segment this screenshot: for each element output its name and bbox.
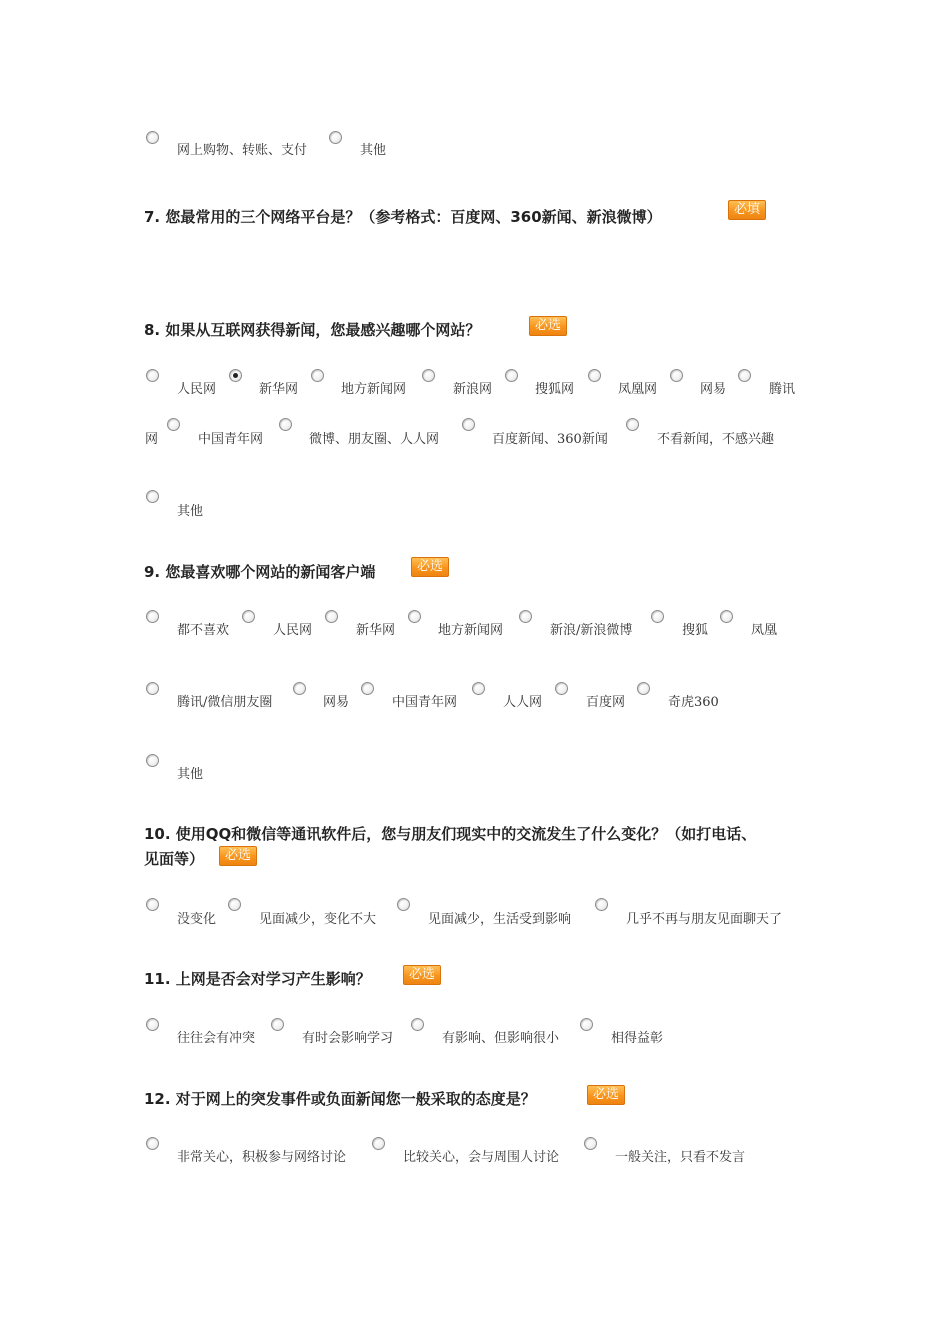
- required-badge: 必选: [411, 557, 449, 577]
- radio-q9-2[interactable]: [325, 610, 338, 623]
- option-label: 网易: [323, 695, 350, 710]
- option-label: 中国青年网: [392, 695, 458, 710]
- option-label: 人民网: [273, 623, 313, 638]
- option-label: 地方新闻网: [341, 382, 407, 397]
- radio-q12-1[interactable]: [372, 1137, 385, 1150]
- option-label: 搜狐: [682, 623, 709, 638]
- option-label: 百度网: [586, 695, 626, 710]
- required-badge: 必选: [587, 1085, 625, 1105]
- required-badge: 必填: [728, 200, 766, 220]
- option-label: 百度新闻、360新闻: [492, 432, 608, 447]
- question-title-cont: 见面等）: [144, 850, 205, 868]
- option-label: 比较关心，会与周围人讨论: [403, 1150, 560, 1165]
- option-label: 新华网: [259, 382, 299, 397]
- option-label: 几乎不再与朋友见面聊天了: [626, 912, 783, 927]
- question-title: 9. 您最喜欢哪个网站的新闻客户端: [144, 563, 376, 581]
- question-title: 7. 您最常用的三个网络平台是？（参考格式：百度网、360新闻、新浪微博）: [144, 208, 662, 226]
- option-label: 腾讯: [769, 382, 796, 397]
- radio-q10-3[interactable]: [595, 898, 608, 911]
- option-label: 地方新闻网: [438, 623, 504, 638]
- radio-q8-0[interactable]: [146, 369, 159, 382]
- option-label: 新浪/新浪微博: [550, 623, 633, 638]
- radio-q6-0[interactable]: [146, 131, 159, 144]
- radio-q11-3[interactable]: [580, 1018, 593, 1031]
- radio-q9-5[interactable]: [651, 610, 664, 623]
- radio-q8-1[interactable]: [229, 369, 242, 382]
- radio-q9-8[interactable]: [293, 682, 306, 695]
- option-label: 网: [145, 432, 159, 447]
- radio-q11-2[interactable]: [411, 1018, 424, 1031]
- option-label: 非常关心，积极参与网络讨论: [177, 1150, 347, 1165]
- option-label: 不看新闻，不感兴趣: [657, 432, 775, 447]
- radio-q9-12[interactable]: [637, 682, 650, 695]
- option-label: 凤凰网: [618, 382, 658, 397]
- radio-q9-9[interactable]: [361, 682, 374, 695]
- radio-q9-13[interactable]: [146, 754, 159, 767]
- radio-q9-3[interactable]: [408, 610, 421, 623]
- option-label: 新华网: [356, 623, 396, 638]
- option-label: 相得益彰: [611, 1031, 664, 1046]
- radio-q11-1[interactable]: [271, 1018, 284, 1031]
- radio-q12-0[interactable]: [146, 1137, 159, 1150]
- radio-q10-1[interactable]: [228, 898, 241, 911]
- radio-q8-7[interactable]: [738, 369, 751, 382]
- option-label: 搜狐网: [535, 382, 575, 397]
- required-badge: 必选: [529, 316, 567, 336]
- required-badge: 必选: [403, 965, 441, 985]
- radio-q8-13[interactable]: [146, 490, 159, 503]
- option-label: 其他: [177, 767, 204, 782]
- radio-q11-0[interactable]: [146, 1018, 159, 1031]
- radio-q9-10[interactable]: [472, 682, 485, 695]
- option-label: 中国青年网: [198, 432, 264, 447]
- radio-q8-3[interactable]: [422, 369, 435, 382]
- option-label: 见面减少，变化不大: [259, 912, 377, 927]
- radio-q8-11[interactable]: [462, 418, 475, 431]
- radio-q6-1[interactable]: [329, 131, 342, 144]
- radio-q9-6[interactable]: [720, 610, 733, 623]
- option-label: 有时会影响学习: [302, 1031, 394, 1046]
- option-label: 一般关注，只看不发言: [615, 1150, 746, 1165]
- radio-q12-2[interactable]: [584, 1137, 597, 1150]
- radio-q8-12[interactable]: [626, 418, 639, 431]
- option-label: 见面减少，生活受到影响: [428, 912, 572, 927]
- option-label: 都不喜欢: [177, 623, 230, 638]
- radio-q10-2[interactable]: [397, 898, 410, 911]
- option-label: 人人网: [503, 695, 543, 710]
- radio-q9-0[interactable]: [146, 610, 159, 623]
- question-title: 8. 如果从互联网获得新闻，您最感兴趣哪个网站？: [144, 321, 481, 339]
- radio-q9-7[interactable]: [146, 682, 159, 695]
- option-label: 凤凰: [751, 623, 778, 638]
- radio-q9-4[interactable]: [519, 610, 532, 623]
- question-title: 10. 使用QQ和微信等通讯软件后，您与朋友们现实中的交流发生了什么变化？（如打电话、: [144, 825, 757, 843]
- radio-q9-11[interactable]: [555, 682, 568, 695]
- option-label: 网易: [700, 382, 727, 397]
- option-label: 没变化: [177, 912, 217, 927]
- option-label: 其他: [360, 143, 387, 158]
- option-label: 腾讯/微信朋友圈: [177, 695, 273, 710]
- option-label: 有影响、但影响很小: [442, 1031, 560, 1046]
- option-label: 人民网: [177, 382, 217, 397]
- option-label: 往往会有冲突: [177, 1031, 256, 1046]
- radio-q8-4[interactable]: [505, 369, 518, 382]
- option-label: 微博、朋友圈、人人网: [309, 432, 440, 447]
- radio-q8-6[interactable]: [670, 369, 683, 382]
- option-label: 奇虎360: [668, 695, 719, 710]
- option-label: 网上购物、转账、支付: [177, 143, 308, 158]
- option-label: 新浪网: [453, 382, 493, 397]
- radio-q10-0[interactable]: [146, 898, 159, 911]
- radio-q8-2[interactable]: [311, 369, 324, 382]
- option-label: 其他: [177, 504, 204, 519]
- question-title: 11. 上网是否会对学习产生影响？: [144, 970, 371, 988]
- radio-q8-9[interactable]: [167, 418, 180, 431]
- required-badge: 必选: [219, 846, 257, 866]
- radio-q8-10[interactable]: [279, 418, 292, 431]
- question-title: 12. 对于网上的突发事件或负面新闻您一般采取的态度是？: [144, 1090, 536, 1108]
- radio-q9-1[interactable]: [242, 610, 255, 623]
- radio-q8-5[interactable]: [588, 369, 601, 382]
